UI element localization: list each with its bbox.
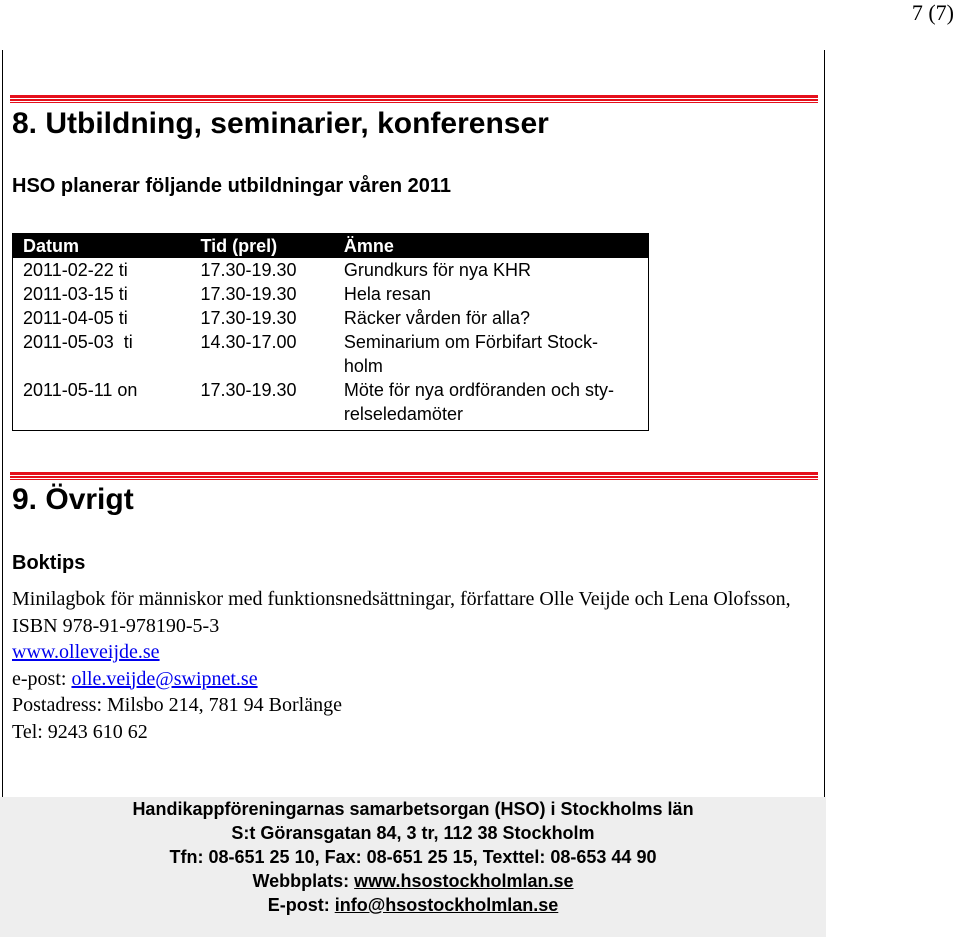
phone-number: Tel: 9243 610 62	[12, 720, 148, 743]
footer	[0, 797, 826, 937]
footer-phones: Tfn: 08-651 25 10, Fax: 08-651 25 15, Texttel: 08-653 44 90	[169, 847, 657, 867]
table-row	[13, 258, 649, 282]
cell-time: 17.30-19.30	[200, 380, 297, 400]
cell-topic: Möte för nya ordföranden och sty-relseledamöter	[343, 380, 615, 424]
section-9-title: 9. Övrigt	[12, 483, 134, 516]
section-divider	[10, 95, 818, 101]
footer-email-label: E-post:	[267, 895, 335, 915]
header-topic: Ämne	[334, 234, 649, 259]
cell-topic: Hela resan	[343, 284, 431, 304]
section-9-subtitle: Boktips	[12, 552, 86, 574]
table-header-row	[13, 234, 649, 259]
header-date: Datum	[13, 234, 191, 259]
cell-date: 2011-05-03 ti	[23, 332, 133, 352]
cell-time: 17.30-19.30	[200, 284, 297, 304]
cell-date: 2011-02-22 ti	[23, 260, 128, 280]
cell-time: 17.30-19.30	[200, 308, 297, 328]
section-8-subtitle: HSO planerar följande utbildningar våren 2011	[12, 175, 452, 197]
postal-address: Postadress: Milsbo 214, 781 94 Borlänge	[12, 694, 342, 716]
cell-topic: Grundkurs för nya KHR	[343, 260, 531, 280]
page-number: 7 (7)	[911, 0, 954, 25]
header-time: Tid (prel)	[190, 234, 333, 259]
table-row	[13, 306, 649, 330]
cell-date: 2011-05-11 on	[23, 380, 138, 400]
book-description: Minilagbok för människor med funktionsnedsättningar, författare Olle Veijde och Lena Olofsson, ISBN 978-91-978190-5-3	[12, 588, 791, 637]
cell-date: 2011-03-15 ti	[23, 284, 128, 304]
footer-web-label: Webbplats:	[252, 871, 355, 891]
website-link[interactable]: www.olleveijde.se	[12, 641, 160, 663]
table-row	[13, 378, 649, 431]
email-label: e-post:	[12, 667, 72, 690]
section-divider	[10, 472, 818, 478]
footer-email-line	[0, 893, 826, 917]
email-line	[12, 666, 820, 693]
table-row	[13, 282, 649, 306]
cell-time: 14.30-17.00	[200, 332, 297, 352]
footer-email-link[interactable]: info@hsostockholmlan.se	[334, 895, 559, 915]
cell-time: 17.30-19.30	[200, 260, 297, 280]
email-link[interactable]: olle.veijde@swipnet.se	[71, 667, 258, 690]
cell-topic: Seminarium om Förbifart Stock-holm	[343, 332, 598, 376]
cell-date: 2011-04-05 ti	[23, 308, 128, 328]
footer-address: S:t Göransgatan 84, 3 tr, 112 38 Stockholm	[231, 823, 595, 843]
book-tip-text	[12, 586, 820, 745]
schedule-table	[12, 233, 649, 431]
left-margin-line	[2, 50, 3, 798]
cell-topic: Räcker vården för alla?	[343, 308, 530, 328]
footer-web-line	[0, 869, 826, 893]
right-margin-line	[824, 50, 825, 798]
footer-org: Handikappföreningarnas samarbetsorgan (HSO) i Stockholms län	[132, 799, 694, 819]
table-row	[13, 330, 649, 378]
footer-web-link[interactable]: www.hsostockholmlan.se	[354, 871, 574, 891]
section-8-title: 8. Utbildning, seminarier, konferenser	[12, 107, 549, 140]
